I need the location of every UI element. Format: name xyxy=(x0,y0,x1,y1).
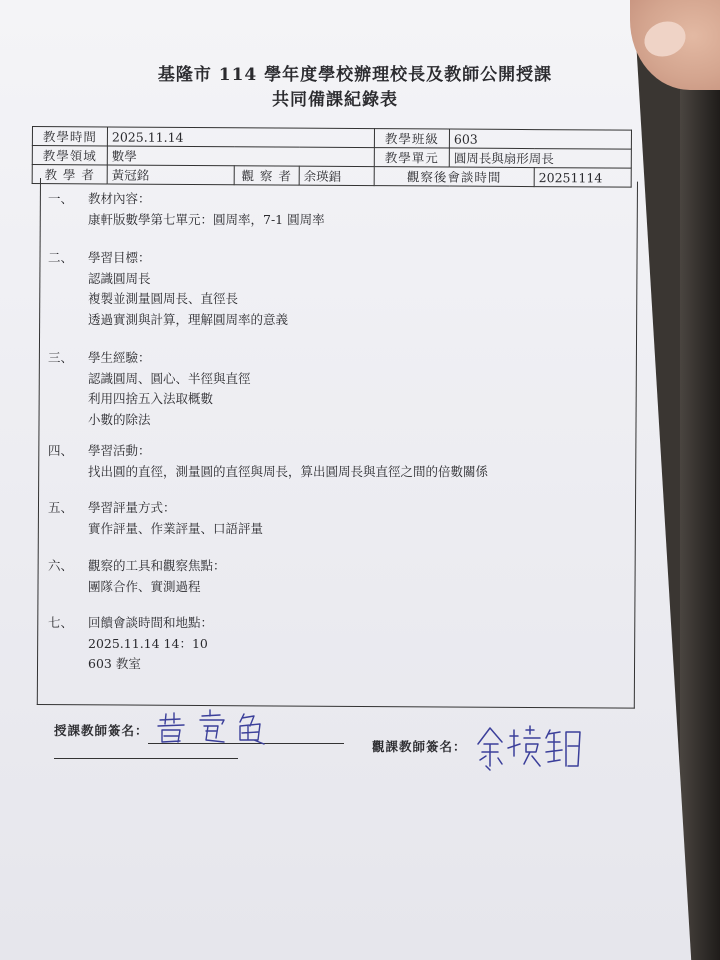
section-line: 小數的除法 xyxy=(88,411,151,427)
value-unit: 圓周長與扇形周長 xyxy=(449,148,631,168)
value-domain: 數學 xyxy=(107,146,374,167)
section-line: 找出圓的直徑，測量圓的直徑與周長，算出圓周長與直徑之間的倍數關係 xyxy=(88,463,489,479)
section-line: 603 教室 xyxy=(88,656,141,671)
document-subtitle: 共同備課紀錄表 xyxy=(272,90,398,110)
section-2 xyxy=(48,248,288,330)
teacher-signature xyxy=(150,706,280,748)
value-talk-time: 20251114 xyxy=(534,168,631,188)
section-line: 實作評量、作業評量、口語評量 xyxy=(88,520,264,536)
section-heading: 學習評量方式： xyxy=(88,500,176,515)
section-heading: 學習活動： xyxy=(88,443,151,458)
section-number: 三、 xyxy=(48,350,74,365)
label-class: 教學班級 xyxy=(374,129,449,148)
background-edge xyxy=(680,0,720,960)
section-7 xyxy=(48,613,213,675)
label-teaching-time: 教學時間 xyxy=(32,127,107,146)
label-unit: 教學單元 xyxy=(374,148,449,167)
value-observer: 余瑛錩 xyxy=(299,166,374,185)
label-domain: 教學領域 xyxy=(32,146,107,165)
section-heading: 學習目標： xyxy=(88,250,151,265)
section-heading: 教材內容： xyxy=(88,191,151,206)
section-5 xyxy=(48,498,263,539)
label-observer: 觀 察 者 xyxy=(234,166,299,185)
section-line: 利用四捨五入法取概數 xyxy=(88,391,214,406)
section-number: 五、 xyxy=(48,500,74,515)
section-number: 一、 xyxy=(48,191,74,206)
section-line: 2025.11.14 14：10 xyxy=(88,635,208,651)
section-number: 七、 xyxy=(48,615,74,630)
label-teacher: 教 學 者 xyxy=(32,165,107,184)
value-teaching-time: 2025.11.14 xyxy=(107,127,374,148)
section-number: 二、 xyxy=(48,250,74,265)
section-heading: 觀察的工具和觀察焦點： xyxy=(88,558,226,573)
section-line: 認識圓周長 xyxy=(88,270,151,286)
observer-signature-label: 觀課教師簽名： xyxy=(372,739,467,754)
section-number: 六、 xyxy=(48,558,74,573)
signature-underline xyxy=(54,758,238,759)
section-3 xyxy=(48,348,251,430)
fingernail xyxy=(639,16,690,62)
section-line: 透過實測與計算，理解圓周率的意義 xyxy=(88,311,289,327)
section-line: 康軒版數學第七單元：圓周率，7-1 圓周率 xyxy=(88,211,325,227)
section-heading: 學生經驗： xyxy=(88,350,151,365)
observer-signature xyxy=(474,722,584,778)
value-class: 603 xyxy=(449,129,631,149)
value-teacher: 黃冠銘 xyxy=(107,165,234,185)
section-line: 複製並測量圓周長、直徑長 xyxy=(88,291,239,306)
section-6 xyxy=(48,556,226,597)
document-title: 基隆市 114 學年度學校辦理校長及教師公開授課 xyxy=(157,65,553,85)
section-heading: 回饋會談時間和地點： xyxy=(88,615,214,630)
section-1 xyxy=(48,189,325,230)
label-talk-time: 觀察後會談時間 xyxy=(374,167,534,187)
section-line: 團隊合作、實測過程 xyxy=(88,578,201,594)
section-line: 認識圓周、圓心、半徑與直徑 xyxy=(88,370,251,386)
teacher-signature-label: 授課教師簽名： xyxy=(54,723,149,738)
section-number: 四、 xyxy=(48,443,74,458)
section-4 xyxy=(48,441,488,482)
